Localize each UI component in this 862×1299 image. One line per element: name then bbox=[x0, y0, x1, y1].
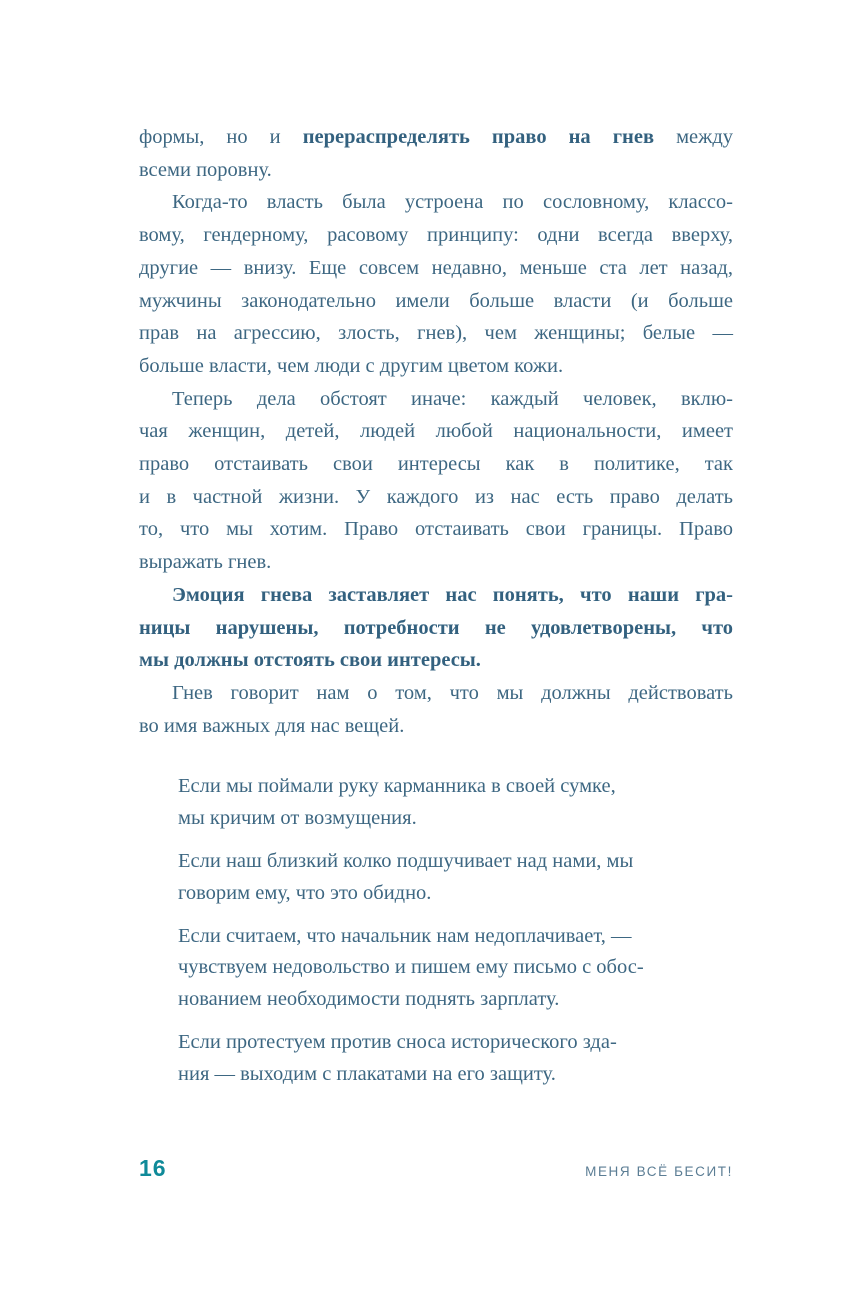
page-body bbox=[139, 121, 733, 1091]
text-line: право отстаивать свои интересы как в политике, так bbox=[139, 453, 733, 476]
page-footer bbox=[139, 1155, 733, 1182]
paragraph bbox=[139, 579, 733, 677]
text-line: нованием необходимости поднять зарплату. bbox=[178, 988, 560, 1011]
paragraph bbox=[139, 121, 733, 186]
text-line: Эмоция гнева заставляет нас понять, что наши гра- bbox=[172, 583, 733, 606]
text-line: чувствуем недовольство и пишем ему письмо с обос- bbox=[178, 956, 644, 979]
text-line: всеми поровну. bbox=[139, 158, 272, 181]
text-line: мужчины законодательно имели больше власти (и больше bbox=[139, 289, 733, 312]
text-line: выражать гнев. bbox=[139, 551, 272, 574]
paragraph bbox=[139, 186, 733, 382]
list-item bbox=[178, 1027, 733, 1091]
text-line: формы, но и перераспределять право на гнев между bbox=[139, 126, 733, 148]
text-line: Гнев говорит нам о том, что мы должны действовать bbox=[172, 681, 733, 704]
text-line: во имя важных для нас вещей. bbox=[139, 714, 405, 737]
text-line: чая женщин, детей, людей любой национальности, имеет bbox=[139, 420, 733, 443]
page-number: 16 bbox=[139, 1155, 167, 1181]
text-line: мы кричим от возмущения. bbox=[178, 807, 417, 830]
text-line: Если мы поймали руку карманника в своей сумке, bbox=[178, 775, 616, 798]
text-line: мы должны отстоять свои интересы. bbox=[139, 649, 481, 672]
text-line: ния — выходим с плакатами на его защиту. bbox=[178, 1062, 556, 1085]
paragraphs bbox=[139, 121, 733, 742]
text-line: вому, гендерному, расовому принципу: одни всегда вверху, bbox=[139, 224, 733, 247]
text-line: и в частной жизни. У каждого из нас есть право делать bbox=[139, 485, 733, 508]
list-item bbox=[178, 846, 733, 910]
text-line: Теперь дела обстоят иначе: каждый человек, вклю- bbox=[172, 387, 733, 410]
text-line: Если наш близкий колко подшучивает над нами, мы bbox=[178, 849, 634, 872]
text-line: Если протестуем против сноса исторического зда- bbox=[178, 1030, 617, 1053]
text-line: говорим ему, что это обидно. bbox=[178, 881, 432, 904]
paragraph bbox=[139, 383, 733, 579]
text-line: больше власти, чем люди с другим цветом кожи. bbox=[139, 354, 564, 377]
text-line: Если считаем, что начальник нам недоплачивает, — bbox=[178, 924, 632, 947]
list-item bbox=[178, 921, 733, 1016]
text-line: Когда-то власть была устроена по сословному, классо- bbox=[172, 191, 733, 214]
text-line: то, что мы хотим. Право отстаивать свои границы. Право bbox=[139, 518, 733, 541]
example-list bbox=[139, 771, 733, 1090]
text-line: прав на агрессию, злость, гнев), чем женщины; белые — bbox=[139, 322, 733, 345]
paragraph bbox=[139, 677, 733, 742]
list-item bbox=[178, 771, 733, 835]
running-title: МЕНЯ ВСЁ БЕСИТ! bbox=[585, 1164, 733, 1179]
text-line: ницы нарушены, потребности не удовлетворены, что bbox=[139, 616, 733, 639]
text-line: другие — внизу. Еще совсем недавно, меньше ста лет назад, bbox=[139, 256, 733, 279]
